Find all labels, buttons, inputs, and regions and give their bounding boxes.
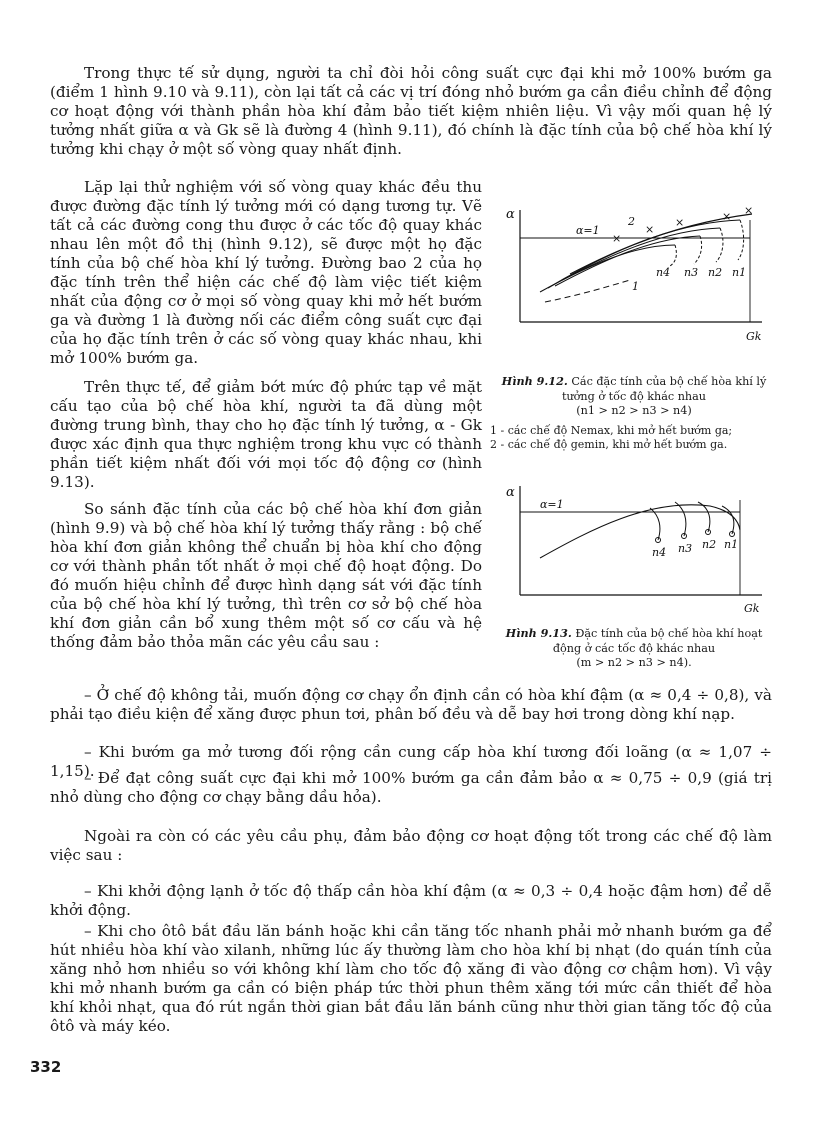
requirement-max-power: – Để đạt công suất cực đại khi mở 100% bướm ga cần đảm bảo α ≈ 0,75 ÷ 0,9 (giá trị nhỏ dùng cho động cơ chạy bằng dầu hỏa).	[50, 769, 772, 806]
caption-condition: (n1 > n2 > n3 > n4)	[576, 404, 692, 417]
axis-label-y: α	[506, 485, 515, 500]
paragraph-intro: Trong thực tế sử dụng, người ta chỉ đòi hỏi công suất cực đại khi mở 100% bướm ga (điểm 1 hình 9.10 và 9.11), còn lại tất cả các vị trí đóng nhỏ bướm ga cần điều chỉnh để động cơ hoạt động với thành phần hòa khí đảm bảo tiết kiệm nhiên liệu. Vì vậy mối quan hệ lý tưởng nhất giữa α và Gk sẽ là đường 4 (hình 9.11), đó chính là đặc tính của bộ chế hòa khí lý tưởng khi chạy ở một số vòng quay nhất định.	[50, 64, 772, 158]
curve-label-n4: n4	[656, 266, 671, 279]
curve-label-n3: n3	[684, 266, 699, 279]
axis-label-y: α	[506, 207, 515, 222]
axis-label-x: Gk	[746, 330, 762, 343]
curve-label-1: 1	[632, 280, 639, 293]
marker-x: ×	[744, 204, 754, 217]
figure-9-12-caption	[498, 374, 770, 419]
paragraph-comparison: So sánh đặc tính của các bộ chế hòa khí đơn giản (hình 9.9) và bộ chế hòa khí lý tưởng thấy rằng : bộ chế hòa khí đơn giản không thể chuẩn bị hòa khí cho động cơ với thành phần tốt nhất ở mọi chế độ hoạt động. Do đó muốn hiệu chỉnh để được hình dạng sát với đặc tính của bộ chế hòa khí lý tưởng, thì trên cơ sở bộ chế hòa khí đơn giản cần bổ xung thêm một số cơ cấu và hệ thống đảm bảo thỏa mãn các yêu cầu sau :	[50, 500, 482, 651]
branch-n3	[675, 502, 686, 536]
alpha-one-label: α=1	[540, 498, 564, 511]
curve-label-n1: n1	[724, 538, 739, 551]
legend-item-1: 1 - các chế độ Nemax, khi mở hết bướm ga;	[490, 424, 733, 437]
curve-label-n1: n1	[732, 266, 747, 279]
paragraph-ideal-family: Lặp lại thử nghiệm với số vòng quay khác đều thu được đường đặc tính lý tưởng mới có dạng tương tự. Vẽ tất cả các đường cong thu được ở các tốc độ quay khác nhau lên một đồ thị (hình 9.12), sẽ được một họ đặc tính của bộ chế hòa khí lý tưởng. Đường bao 2 của họ đặc tính trên thể hiện các chế độ làm việc tiết kiệm nhất của động cơ ở mọi số vòng quay khi mở hết bướm ga và đường 1 là đường nối các điểm công suất cực đại của họ đặc tính trên ở các số vòng quay khác nhau, khi mở 100% bướm ga.	[50, 178, 482, 367]
caption-text: Các đặc tính của bộ chế hòa khí lý tưởng ở tốc độ khác nhau	[561, 375, 767, 403]
curve-n4	[540, 245, 675, 292]
curve-dashed-1	[545, 280, 630, 302]
caption-text: Đặc tính của bộ chế hòa khí hoạt động ở các tốc độ khác nhau	[552, 627, 763, 655]
figure-9-12	[500, 200, 770, 350]
caption-label: Hình 9.12.	[501, 374, 568, 388]
curve-label-n2: n2	[702, 538, 717, 551]
requirement-cold-start: – Khi khởi động lạnh ở tốc độ thấp cần hòa khí đậm (α ≈ 0,3 ÷ 0,4 hoặc đậm hơn) để dễ khởi động.	[50, 882, 772, 919]
marker-x: ×	[722, 210, 732, 223]
marker-x: ×	[612, 232, 622, 245]
curve-n3-end	[694, 236, 702, 264]
requirement-wide-open: – Khi bướm ga mở tương đối rộng cần cung cấp hòa khí tương đối loãng (α ≈ 1,07 ÷ 1,15).	[50, 743, 772, 780]
marker-x: ×	[645, 223, 655, 236]
figure-9-13-caption	[498, 626, 770, 671]
requirement-acceleration: – Khi cho ôtô bắt đầu lăn bánh hoặc khi cần tăng tốc nhanh phải mở nhanh bướm ga để hút nhiều hòa khí vào xilanh, những lúc ấy thường làm cho hòa khí bị nhạt (do quán tính của xăng nhỏ hơn nhiều so với không khí làm cho tốc độ xăng đi vào động cơ chậm hơn). Vì vậy khi mở nhanh bướm ga cần có biện pháp tức thời phun thêm xăng tới mức cần thiết để hòa khí khỏi nhạt, qua đó rút ngắn thời gian bắt đầu lăn bánh cũng như thời gian tăng tốc độ của ôtô và máy kéo.	[50, 922, 772, 1035]
curve-n3	[555, 236, 700, 286]
axis-label-x: Gk	[744, 602, 760, 615]
figure-9-12-legend	[490, 424, 775, 452]
curve-n4-end	[670, 245, 676, 266]
curve-label-2: 2	[628, 215, 635, 228]
paragraph-extra-requirements: Ngoài ra còn có các yêu cầu phụ, đảm bảo động cơ hoạt động tốt trong các chế độ làm việc sau :	[50, 827, 772, 864]
paragraph-average-line: Trên thực tế, để giảm bớt mức độ phức tạp về mặt cấu tạo của bộ chế hòa khí, người ta đã dùng một đường trung bình, thay cho họ đặc tính lý tưởng, α - Gk được xác định qua thực nghiệm trong khu vực có thành phần tiết kiệm nhất đối với mọi tốc độ động cơ (hình 9.13).	[50, 378, 482, 491]
curve-label-n3: n3	[678, 542, 693, 555]
branch-n2	[698, 502, 710, 532]
curve-label-n4: n4	[652, 546, 667, 559]
requirement-idle: – Ở chế độ không tải, muốn động cơ chạy ổn định cần có hòa khí đậm (α ≈ 0,4 ÷ 0,8), và phải tạo điều kiện để xăng được phun tơi, phân bố đều và dễ bay hơi trong dòng khí nạp.	[50, 686, 772, 723]
curve-n2-end	[716, 228, 723, 262]
caption-condition: (m > n2 > n3 > n4).	[576, 656, 692, 669]
legend-item-2: 2 - các chế độ gemin, khi mở hết bướm ga.	[490, 438, 728, 451]
curve-label-n2: n2	[708, 266, 723, 279]
caption-label: Hình 9.13.	[505, 626, 572, 640]
curve-n1-end	[738, 220, 744, 260]
page-number: 332	[30, 1058, 62, 1076]
figure-9-13-chart	[500, 480, 770, 620]
figure-9-12-chart	[500, 200, 770, 350]
alpha-one-label: α=1	[576, 224, 600, 237]
branch-n4	[650, 508, 660, 540]
figure-9-13	[500, 480, 770, 620]
marker-x: ×	[675, 216, 685, 229]
